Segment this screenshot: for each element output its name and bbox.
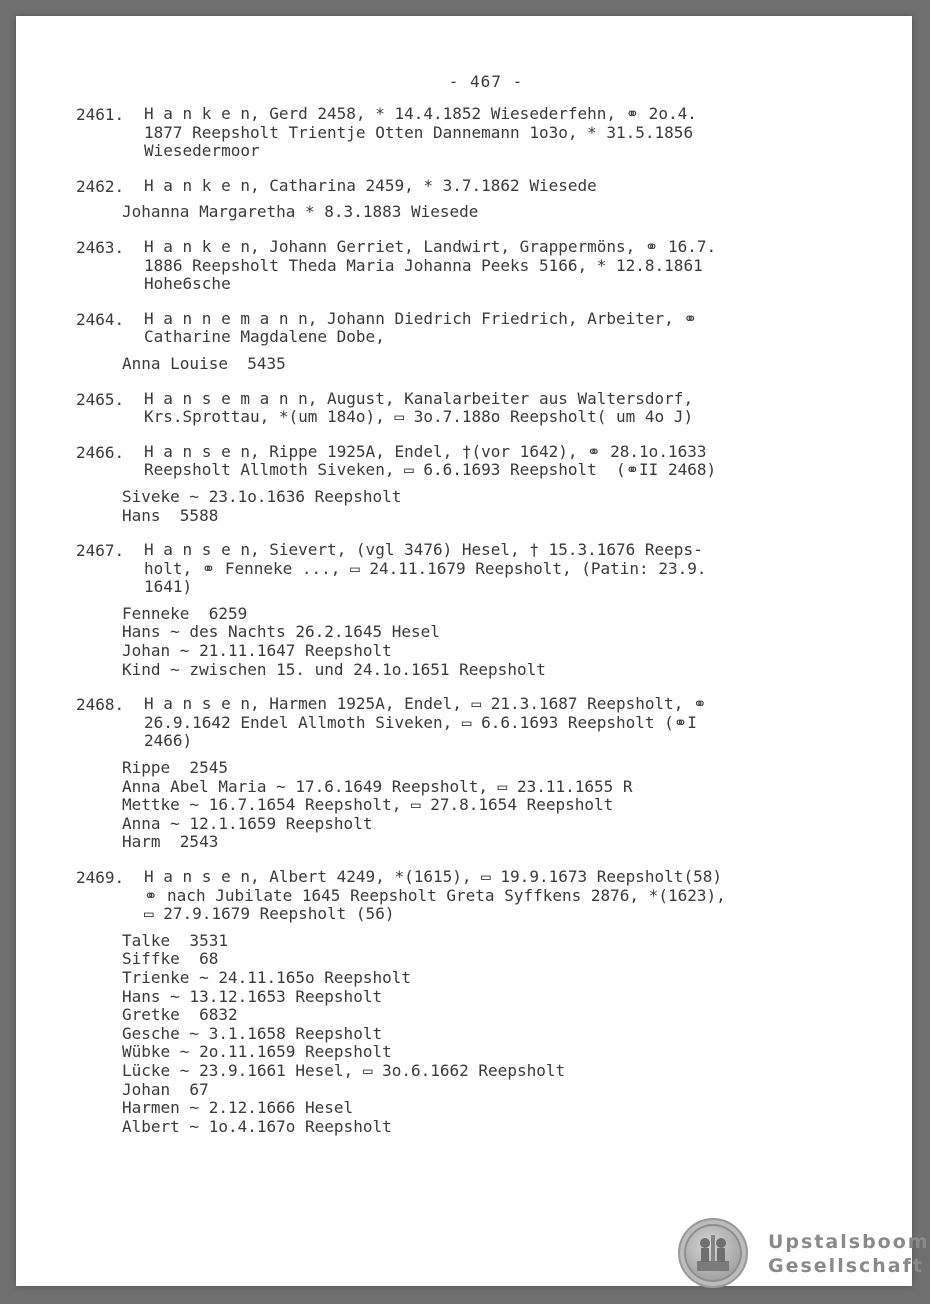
child-line: Lücke ~ 23.9.1661 Hesel, ▭ 3o.6.1662 Reepsholt: [122, 1060, 566, 1080]
logo-line-1: Upstalsboom: [768, 1231, 930, 1253]
child-line: Hans 5588: [122, 505, 219, 525]
entry-line: Wiesedermoor: [144, 141, 260, 161]
entry-line: ⚭ nach Jubilate 1645 Reepsholt Greta Syffkens 2876, *(1623),: [144, 885, 726, 905]
entry-text: [144, 443, 856, 480]
entry-number: 2469.: [76, 868, 125, 887]
entry-number: 2464.: [76, 309, 125, 329]
genealogy-entry: [76, 443, 856, 525]
entry-line: H a n s e n, Harmen 1925A, Endel, ▭ 21.3.1687 Reepsholt, ⚭: [144, 694, 707, 714]
entry-number: 2466.: [76, 442, 125, 462]
publisher-logo: [672, 1214, 930, 1294]
child-line: Talke 3531: [122, 930, 228, 950]
child-line: Gretke 6832: [122, 1005, 238, 1025]
entry-line: H a n s e n, Albert 4249, *(1615), ▭ 19.9.1673 Reepsholt(58): [144, 867, 722, 886]
page-number: - 467 -: [448, 72, 524, 91]
child-line: Harmen ~ 2.12.1666 Hesel: [122, 1098, 354, 1118]
entry-line: Hohe6sche: [144, 274, 231, 294]
child-line: Siveke ~ 23.1o.1636 Reepsholt: [122, 486, 402, 506]
entry-line: Krs.Sprottau, *(um 184o), ▭ 3o.7.188o Reepsholt( um 4o J): [144, 407, 694, 427]
logo-text: [768, 1230, 930, 1278]
entry-text: [144, 868, 856, 924]
entry-line: 2466): [144, 731, 193, 751]
child-line: Mettke ~ 16.7.1654 Reepsholt, ▭ 27.8.1654 Reepsholt: [122, 795, 614, 815]
entry-line: H a n k e n, Gerd 2458, * 14.4.1852 Wiesederfehn, ⚭ 2o.4.: [144, 104, 697, 123]
entry-line: holt, ⚭ Fenneke ..., ▭ 24.11.1679 Reepsholt, (Patin: 23.9.: [144, 558, 707, 578]
seal-emblem-icon: [678, 1218, 748, 1288]
entry-number: 2462.: [76, 176, 125, 196]
genealogy-entry: [76, 541, 856, 679]
entry-line: H a n n e m a n n, Johann Diedrich Friedrich, Arbeiter, ⚭: [144, 308, 697, 328]
child-line: Hans ~ des Nachts 26.2.1645 Hesel: [122, 622, 440, 642]
child-line: Hans ~ 13.12.1653 Reepsholt: [122, 986, 383, 1006]
entry-number: 2467.: [76, 541, 125, 561]
child-line: Rippe 2545: [122, 758, 228, 778]
children-list: [122, 605, 856, 679]
child-line: Harm 2543: [122, 832, 219, 852]
children-list: [122, 203, 856, 222]
entry-text: [144, 310, 856, 347]
entry-line: ▭ 27.9.1679 Reepsholt (56): [144, 904, 395, 924]
entry-line: Catharine Magdalene Dobe,: [144, 327, 385, 347]
child-line: Kind ~ zwischen 15. und 24.1o.1651 Reepsholt: [122, 659, 546, 679]
entry-number: 2465.: [76, 389, 125, 409]
entry-text: [144, 390, 856, 427]
child-line: Anna ~ 12.1.1659 Reepsholt: [122, 813, 373, 833]
genealogy-entry: [76, 695, 856, 852]
child-line: Johan ~ 21.11.1647 Reepsholt: [122, 641, 392, 661]
genealogy-entry: [76, 177, 856, 222]
entry-line: 1886 Reepsholt Theda Maria Johanna Peeks 5166, * 12.8.1861: [144, 255, 703, 275]
genealogy-entry: [76, 390, 856, 427]
child-line: Fenneke 6259: [122, 603, 248, 623]
entry-text: [144, 177, 856, 196]
children-list: [122, 759, 856, 852]
child-line: Johan 67: [122, 1079, 209, 1099]
entry-line: 26.9.1642 Endel Allmoth Siveken, ▭ 6.6.1693 Reepsholt (⚭I: [144, 712, 697, 732]
entry-number: 2468.: [76, 695, 125, 715]
child-line: Anna Louise 5435: [122, 353, 286, 373]
entry-line: 1641): [144, 577, 193, 597]
entry-line: H a n s e m a n n, August, Kanalarbeiter aus Waltersdorf,: [144, 388, 694, 408]
genealogy-entry: [76, 105, 856, 161]
genealogy-entry: [76, 238, 856, 294]
children-list: [122, 932, 856, 1137]
entry-line: H a n k e n, Catharina 2459, * 3.7.1862 Wiesede: [144, 175, 597, 195]
entry-line: Reepsholt Allmoth Siveken, ▭ 6.6.1693 Reepsholt (⚭II 2468): [144, 460, 717, 480]
child-line: Johanna Margaretha * 8.3.1883 Wiesede: [122, 202, 479, 222]
entry-text: [144, 238, 856, 294]
entry-text: [144, 541, 856, 597]
genealogy-entry: [76, 868, 856, 1136]
document-content: [76, 72, 856, 1152]
child-line: Trienke ~ 24.11.165o Reepsholt: [122, 967, 411, 987]
child-line: Gesche ~ 3.1.1658 Reepsholt: [122, 1023, 383, 1043]
entry-text: [144, 105, 856, 161]
document-page: [16, 16, 930, 1286]
children-list: [122, 355, 856, 374]
child-line: Albert ~ 1o.4.167o Reepsholt: [122, 1116, 392, 1136]
genealogy-entry: [76, 310, 856, 374]
entry-line: 1877 Reepsholt Trientje Otten Dannemann 1o3o, * 31.5.1856: [144, 122, 694, 142]
child-line: Wübke ~ 2o.11.1659 Reepsholt: [122, 1042, 392, 1062]
entry-list: [76, 105, 856, 1136]
entry-number: 2463.: [76, 237, 125, 257]
child-line: Siffke 68: [122, 949, 219, 969]
entry-line: H a n k e n, Johann Gerriet, Landwirt, Grappermöns, ⚭ 16.7.: [144, 236, 717, 256]
child-line: Anna Abel Maria ~ 17.6.1649 Reepsholt, ▭ 23.11.1655 R: [122, 776, 633, 796]
children-list: [122, 488, 856, 525]
entry-line: H a n s e n, Rippe 1925A, Endel, †(vor 1642), ⚭ 28.1o.1633: [144, 441, 707, 461]
entry-text: [144, 695, 856, 751]
logo-line-2: Gesellschaft: [768, 1255, 924, 1277]
entry-line: H a n s e n, Sievert, (vgl 3476) Hesel, † 15.3.1676 Reeps-: [144, 540, 703, 560]
entry-number: 2461.: [76, 105, 125, 124]
